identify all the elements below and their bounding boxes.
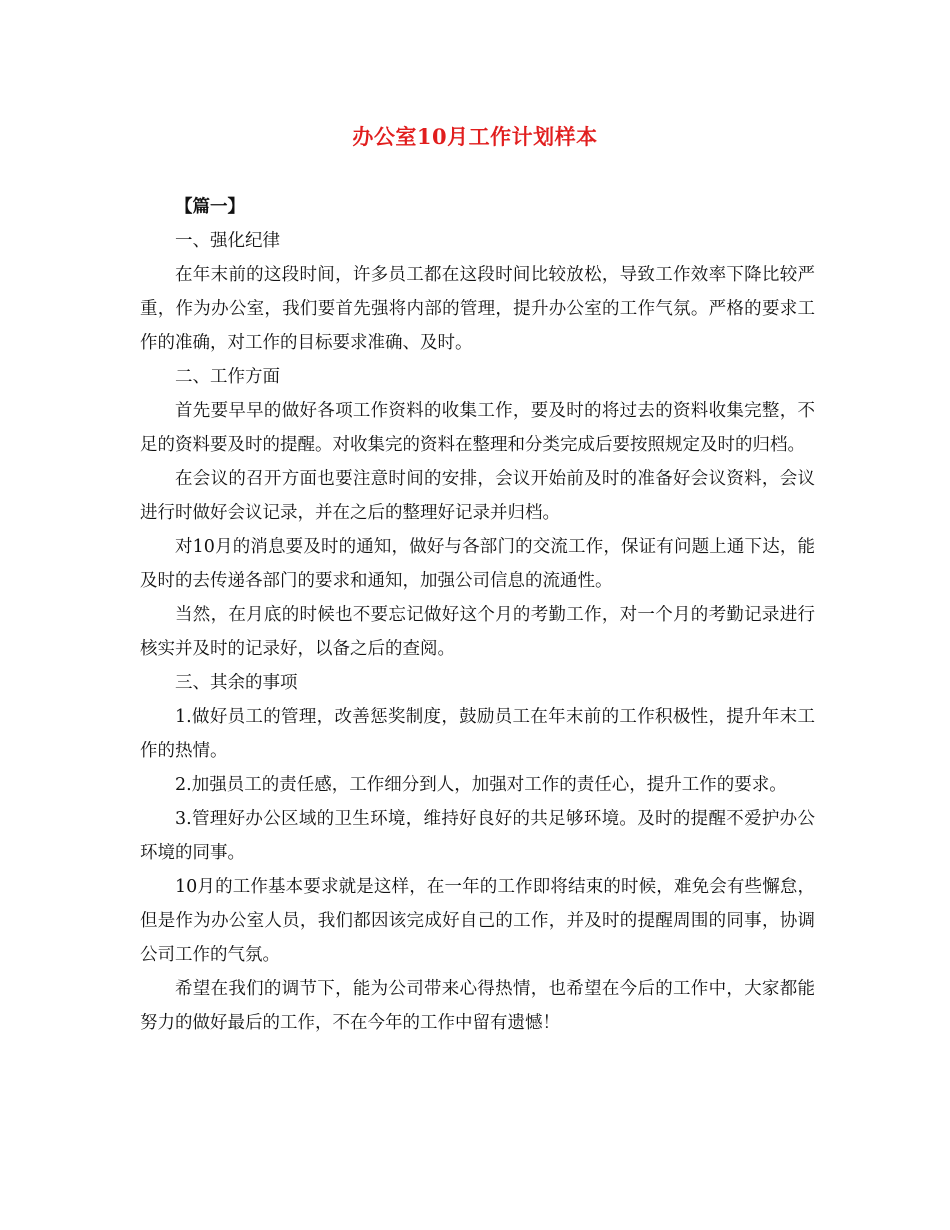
list-item-3: 3.管理好办公区域的卫生环境，维持好良好的共足够环境。及时的提醒不爱护办公环境的同事。 <box>140 809 815 863</box>
heading-discipline: 一、强化纪律 <box>175 231 280 251</box>
list-item-2: 2.加强员工的责任感，工作细分到人，加强对工作的责任心，提升工作的要求。 <box>175 775 787 795</box>
list-item-1: 1.做好员工的管理，改善惩奖制度，鼓励员工在年末前的工作积极性，提升年末工作的热情。 <box>140 707 815 761</box>
document-body <box>140 190 815 1040</box>
heading-work: 二、工作方面 <box>175 367 280 387</box>
paragraph-notifications: 对10月的消息要及时的通知，做好与各部门的交流工作，保证有问题上通下达，能及时的去传递各部门的要求和通知，加强公司信息的流通性。 <box>140 537 815 591</box>
paragraph-meetings: 在会议的召开方面也要注意时间的安排，会议开始前及时的准备好会议资料，会议进行时做好会议记录，并在之后的整理好记录并归档。 <box>140 469 815 523</box>
heading-other: 三、其余的事项 <box>175 673 298 693</box>
paragraph-summary: 10月的工作基本要求就是这样，在一年的工作即将结束的时候，难免会有些懈怠，但是作为办公室人员，我们都因该完成好自己的工作，并及时的提醒周围的同事，协调公司工作的气氛。 <box>140 877 815 965</box>
section-label: 【篇一】 <box>175 197 245 217</box>
paragraph-closing: 希望在我们的调节下，能为公司带来心得热情，也希望在今后的工作中，大家都能努力的做好最后的工作，不在今年的工作中留有遗憾！ <box>140 979 815 1033</box>
paragraph-materials: 首先要早早的做好各项工作资料的收集工作，要及时的将过去的资料收集完整，不足的资料要及时的提醒。对收集完的资料在整理和分类完成后要按照规定及时的归档。 <box>140 401 815 455</box>
paragraph-discipline: 在年末前的这段时间，许多员工都在这段时间比较放松，导致工作效率下降比较严重，作为办公室，我们要首先强将内部的管理，提升办公室的工作气氛。严格的要求工作的准确，对工作的目标要求准确、及时。 <box>140 265 815 353</box>
paragraph-attendance: 当然，在月底的时候也不要忘记做好这个月的考勤工作，对一个月的考勤记录进行核实并及时的记录好，以备之后的查阅。 <box>140 605 815 659</box>
document-title: 办公室10月工作计划样本 <box>352 124 598 149</box>
